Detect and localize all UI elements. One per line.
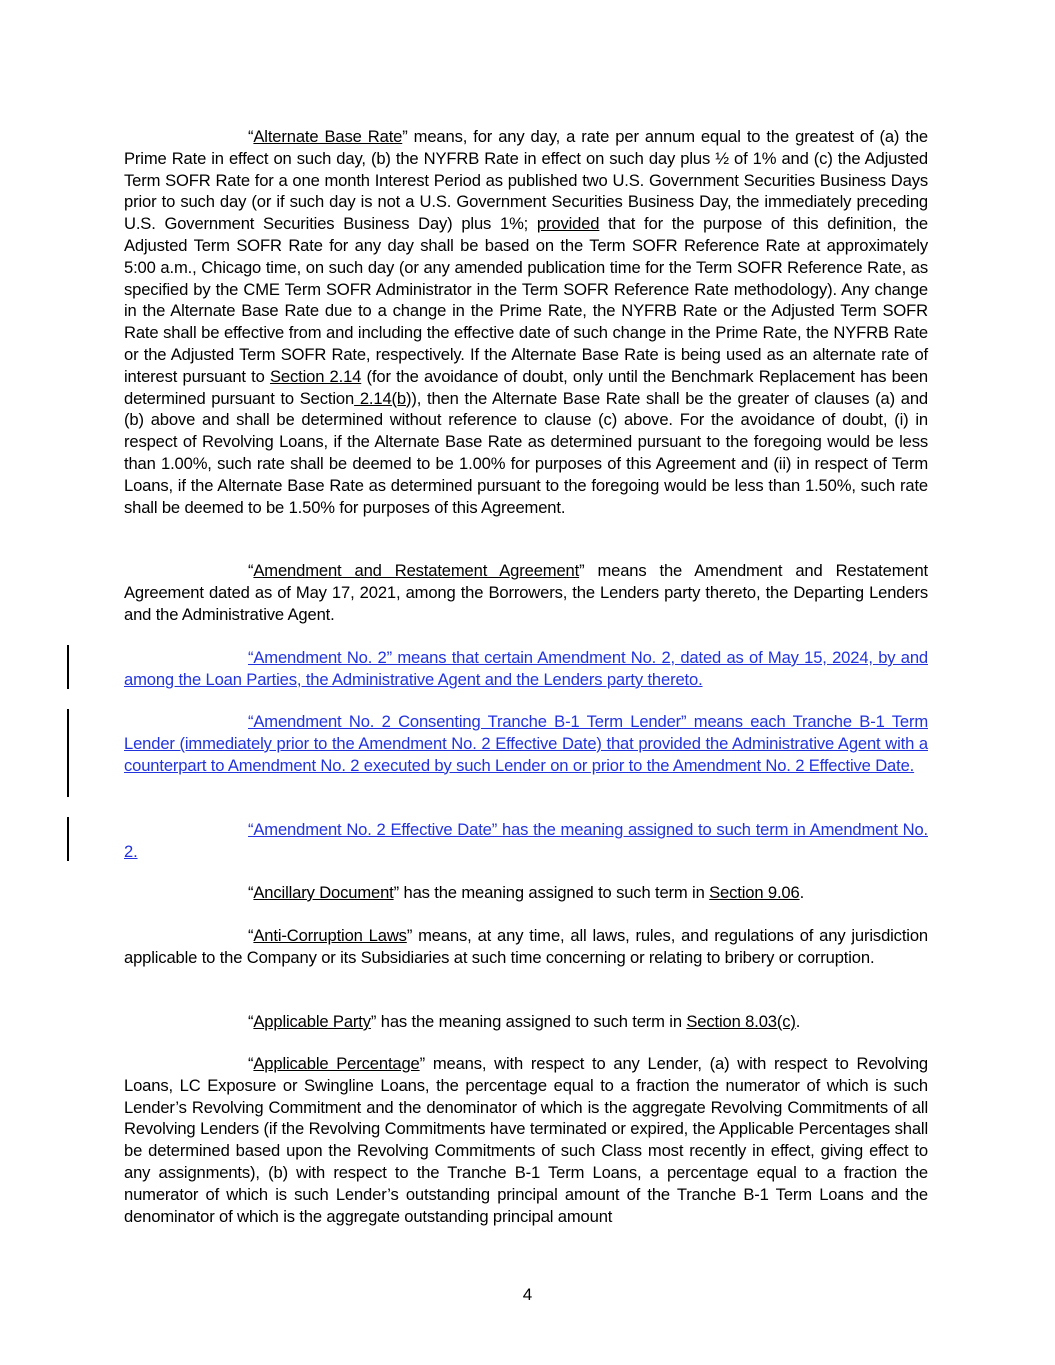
change-bar: [67, 709, 69, 797]
section-reference: Section 8.03(c): [686, 1012, 796, 1031]
change-bar: [67, 645, 69, 689]
section-reference: Section 2.14: [269, 366, 362, 386]
provided-term: provided: [536, 214, 600, 234]
definition-applicable-percentage: “Applicable Percentage” means, with respect to any Lender, (a) with respect to Revolving Loans, LC Exposure or Swingline Loans, the percentage equal to a fraction the numerator of which is such Lender’s Revolving Commitment and the denominator of which is the aggregate Revolving Commitments of all Revolving Lenders (if the Revolving Commitments have terminated or expired, the Applicable Percentages shall be determined based upon the Revolving Commitments of such Class most recently in effect, giving effect to any assignments), (b) with respect to the Tranche B-1 Term Loans, a percentage equal to a fraction the numerator of which is such Lender’s outstanding principal amount of the Tranche B-1 Term Loans and the denominator of which is the aggregate outstanding principal amount: [124, 1054, 928, 1226]
section-reference: 2.14(b: [354, 388, 407, 408]
definition-ancillary-document: “Ancillary Document” has the meaning assigned to such term in Section 9.06.: [248, 883, 805, 902]
defined-term: Ancillary Document: [253, 883, 394, 902]
definition-amendment-no-2-consenting-lender: “Amendment No. 2 Consenting Tranche B-1 Term Lender” means each Tranche B-1 Term Lender (immediately prior to the Amendment No. 2 Effective Date) that provided the Administrative Agent with a counterpart to Amendment No. 2 executed by such Lender on or prior to the Amendment No. 2 Effective Date.: [124, 712, 928, 775]
definition-anti-corruption-laws: “Anti-Corruption Laws” means, at any time, all laws, rules, and regulations of any jurisdiction applicable to the Company or its Subsidiaries at such time concerning or relating to bribery or corruption.: [124, 926, 928, 967]
definition-applicable-party: “Applicable Party” has the meaning assigned to such term in Section 8.03(c).: [248, 1012, 801, 1031]
defined-term: Applicable Party: [253, 1012, 371, 1031]
page-number: 4: [522, 1285, 533, 1304]
defined-term: Applicable Percentage: [253, 1054, 420, 1073]
definition-amendment-no-2: “Amendment No. 2” means that certain Amendment No. 2, dated as of May 15, 2024, by and among the Loan Parties, the Administrative Agent and the Lenders party thereto.: [124, 648, 928, 689]
section-reference: Section 9.06: [709, 883, 800, 902]
definition-amendment-and-restatement-agreement: “Amendment and Restatement Agreement” means the Amendment and Restatement Agreement dated as of May 17, 2021, among the Borrowers, the Lenders party thereto, the Departing Lenders and the Administrative Agent.: [124, 561, 928, 624]
defined-term: Amendment and Restatement Agreement: [253, 561, 580, 580]
change-bar: [67, 817, 69, 861]
defined-term: Anti-Corruption Laws: [253, 926, 407, 945]
definition-amendment-no-2-effective-date: “Amendment No. 2 Effective Date” has the meaning assigned to such term in Amendment No. 2.: [124, 820, 928, 861]
defined-term: Alternate Base Rate: [253, 127, 403, 146]
definition-alternate-base-rate: “Alternate Base Rate” means, for any day, a rate per annum equal to the greatest of (a) the Prime Rate in effect on such day, (b) the NYFRB Rate in effect on such day plus ½ of 1% and (c) the Adjusted Term SOFR Rate for a one month Interest Period as published two U.S. Government Securities Business Days prior to such day (or if such day is not a U.S. Government Securities Business Day, the immediately preceding U.S. Government Securities Business Day) plus 1%; provided that for the purpose of this definition, the Adjusted Term SOFR Rate for any day shall be based on the Term SOFR Reference Rate at approximately 5:00 a.m., Chicago time, on such day (or any amended publication time for the Term SOFR Reference Rate, as specified by the CME Term SOFR Administrator in the Term SOFR Reference Rate methodology). Any change in the Alternate Base Rate due to a change in the Prime Rate, the NYFRB Rate or the Adjusted Term SOFR Rate shall be effective from and including the effective date of such change in the Prime Rate, the NYFRB Rate or the Adjusted Term SOFR Rate, respectively. If the Alternate Base Rate is being used as an alternate rate of interest pursuant to Section 2.14 (for the avoidance of doubt, only until the Benchmark Replacement has been determined pursuant to Section 2.14(b)), then the Alternate Base Rate shall be the greater of clauses (a) and (b) above and shall be determined without reference to clause (c) above. For the avoidance of doubt, (i) in respect of Revolving Loans, if the Alternate Base Rate as determined pursuant to the foregoing would be less than 1.00%, such rate shall be deemed to be 1.00% for purposes of this Agreement and (ii) in respect of Term Loans, if the Alternate Base Rate as determined pursuant to the foregoing would be less than 1.50%, such rate shall be deemed to be 1.50% for purposes of this Agreement.: [124, 127, 928, 517]
